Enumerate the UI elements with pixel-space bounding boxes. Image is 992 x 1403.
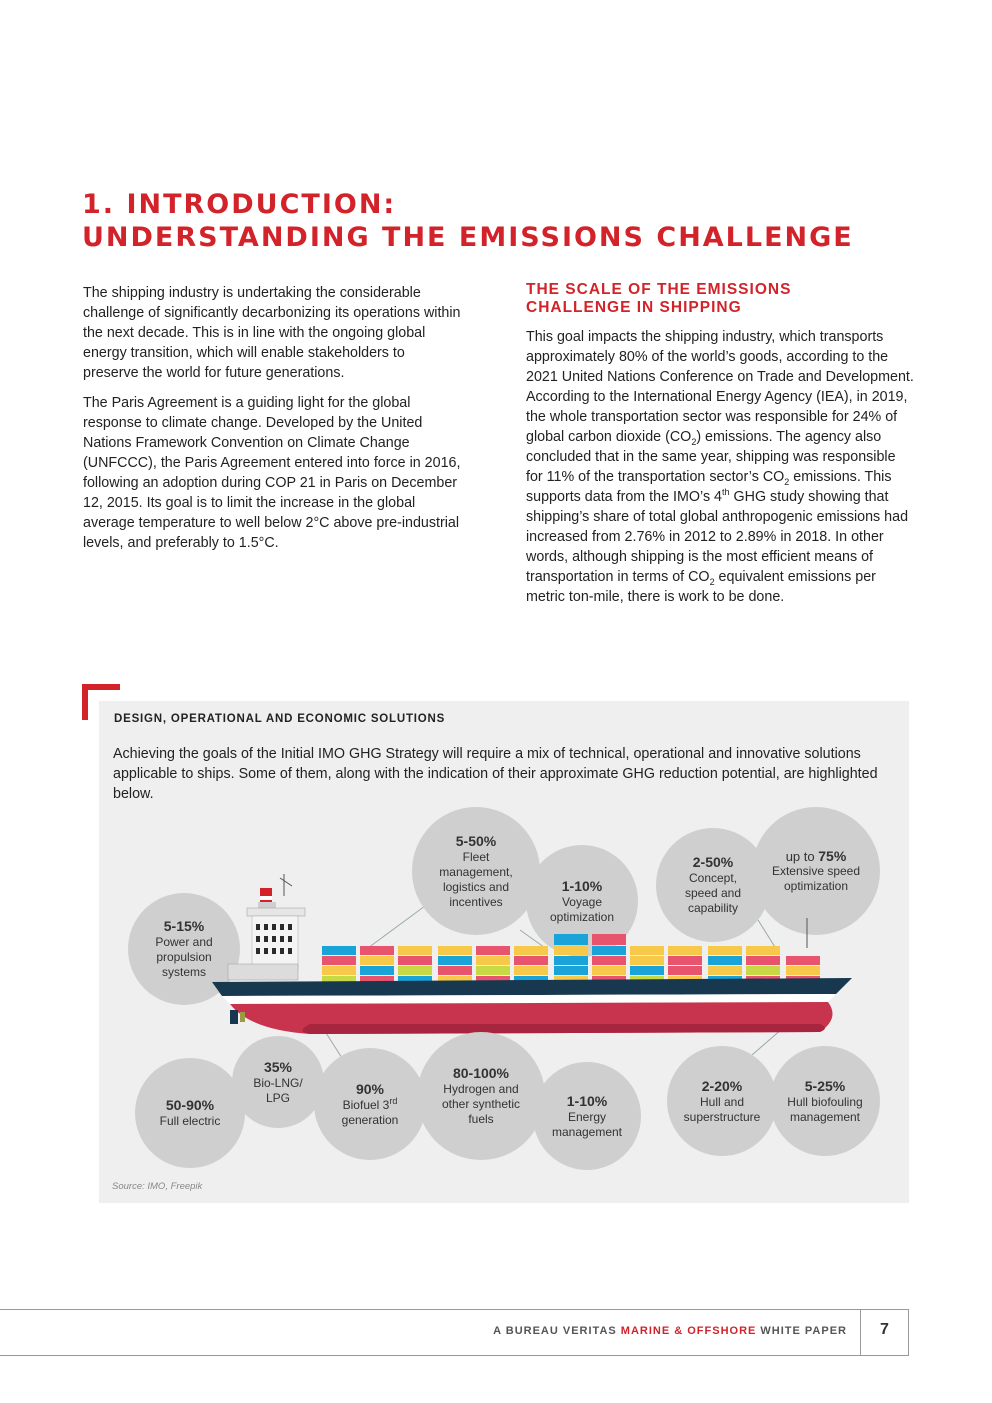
solution-prefix: up to	[785, 848, 815, 864]
solution-value: 50-90%	[165, 1097, 215, 1113]
page-title-line1: 1. INTRODUCTION:	[82, 189, 397, 220]
ship-hull-deck	[212, 978, 852, 996]
solution-circle-hull	[667, 1046, 777, 1156]
solution-label: Power and propulsion systems	[155, 935, 213, 979]
solution-label-part: generation	[341, 1112, 399, 1127]
scale-section	[526, 281, 916, 607]
panel-intro: Achieving the goals of the Initial IMO GHG Strategy will require a mix of technical, operational and innovative solutions applicable to ships. Some of them, along with the indication of their approximate GHG reduction potential, are highlighted below.	[113, 746, 878, 802]
co2-subscript: 2	[784, 476, 790, 487]
page-title-line2: UNDERSTANDING THE EMISSIONS CHALLENGE	[82, 222, 854, 253]
page-number: 7	[880, 1321, 889, 1338]
section-heading-line1: THE SCALE OF THE EMISSIONS	[526, 281, 792, 298]
solution-label: Energy management	[551, 1109, 623, 1139]
solution-value: 5-15%	[163, 918, 205, 934]
footer-divider	[0, 1355, 909, 1356]
scale-text-1: This goal impacts the shipping industry, which transports approximately 80% of the world’s goods, according to the 2021 United Nations Conference on Trade and Development. According to the International Energy Agency (IEA), in 2019, the whole transportation sector was responsible for 24% of global carbon dioxide (CO	[526, 329, 914, 445]
solution-label: Bio-LNG/ LPG	[253, 1075, 303, 1105]
solution-value: 5-50%	[455, 832, 497, 849]
solution-label: Extensive speed optimization	[771, 863, 861, 893]
ordinal-superscript: rd	[389, 1095, 398, 1106]
section-heading	[526, 281, 916, 317]
ship-mast	[280, 878, 292, 886]
solution-number: 75%	[818, 847, 847, 864]
panel-title: DESIGN, OPERATIONAL AND ECONOMIC SOLUTIONS	[114, 713, 446, 725]
solution-label: Hydrogen and other synthetic fuels	[441, 1082, 521, 1126]
solution-circle-biofuel	[314, 1048, 426, 1160]
solution-label-part: Biofuel 3	[342, 1097, 390, 1112]
section-heading-line2: CHALLENGE IN SHIPPING	[526, 299, 742, 316]
co2-subscript: 2	[691, 436, 697, 447]
solution-label	[341, 1095, 399, 1128]
solution-circle-energy	[533, 1062, 641, 1170]
footer-highlight: MARINE & OFFSHORE	[620, 1325, 757, 1337]
solution-label: Voyage optimization	[549, 894, 615, 924]
solution-label: Full electric	[159, 1114, 221, 1128]
intro-column	[83, 283, 463, 563]
solution-value: 2-20%	[701, 1077, 743, 1094]
figure-source: Source: IMO, Freepik	[112, 1181, 203, 1192]
solution-value: 35%	[263, 1058, 293, 1075]
ship-rudder	[230, 1010, 238, 1024]
container-ship-illustration	[200, 868, 860, 1038]
footer-divider	[0, 1309, 909, 1310]
solution-value: 5-25%	[804, 1077, 846, 1094]
scale-paragraph	[526, 327, 916, 607]
solution-circle-biolng	[232, 1036, 324, 1128]
scale-text-5: equivalent emissions per metric ton-mile, there is work to be done.	[526, 569, 876, 605]
solution-value	[786, 849, 847, 864]
ship-bridge	[247, 908, 305, 916]
container-stacks	[322, 934, 820, 984]
footer-suffix: WHITE PAPER	[756, 1325, 847, 1337]
ordinal-superscript: th	[722, 487, 730, 498]
scale-text-2: ) emissions. The agency also concluded that in the same year, shipping was responsible for 11% of the transportation sector’s CO	[526, 429, 896, 485]
solution-label: Concept, speed and capability	[684, 871, 742, 915]
solution-circle-biofouling	[770, 1046, 880, 1156]
footer-divider	[908, 1309, 909, 1356]
solution-value: 1-10%	[561, 877, 603, 894]
page-title	[82, 188, 854, 254]
intro-paragraph-1: The shipping industry is undertaking the considerable challenge of significantly decarbonizing its operations within the next decade. This is in line with the ongoing global energy transition, which will enable stakeholders to preserve the world for future generations.	[83, 285, 461, 381]
solution-label: Hull and superstructure	[683, 1094, 761, 1124]
solution-label: Fleet management, logistics and incentives	[439, 849, 513, 909]
solution-value: 1-10%	[566, 1092, 608, 1109]
solution-circle-electric	[135, 1058, 245, 1168]
solution-circle-hydrogen	[417, 1032, 545, 1160]
solution-value: 90%	[355, 1080, 385, 1097]
footer-publication	[493, 1325, 847, 1337]
scale-text-3: emissions. This supports data from the IMO’s 4	[526, 469, 892, 505]
co2-subscript: 2	[709, 576, 715, 587]
solution-label: Hull biofouling management	[787, 1094, 863, 1124]
solution-value: 80-100%	[452, 1065, 510, 1081]
footer-prefix: A BUREAU VERITAS	[493, 1325, 621, 1337]
solution-value: 2-50%	[692, 854, 734, 870]
scale-text-4: GHG study showing that shipping’s share of total global anthropogenic emissions had increased from 2.76% in 2012 to 2.89% in 2018. In other words, although shipping is the most efficient means of transportation in terms of CO	[526, 489, 909, 585]
intro-paragraph-2: The Paris Agreement is a guiding light for the global response to climate change. Developed by the United Nations Framework Convention on Climate Change (UNFCCC), the Paris Agreement entered into force in 2016, following an adoption during COP 21 in Paris on December 12, 2015. Its goal is to limit the increase in the global average temperature to well below 2°C above pre-industrial levels, and preferably to 1.5°C.	[83, 395, 461, 551]
